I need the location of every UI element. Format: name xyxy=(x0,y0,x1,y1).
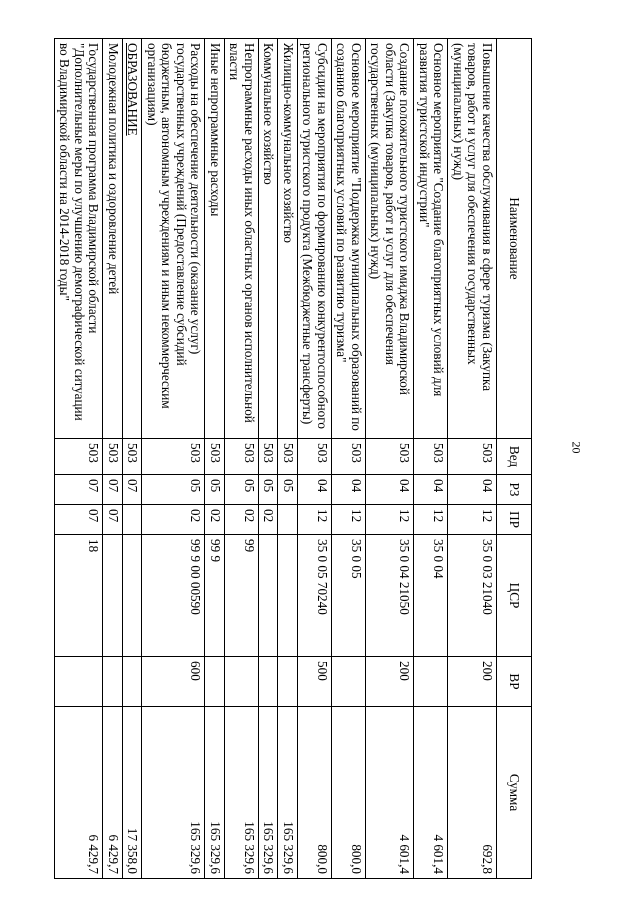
table-row xyxy=(259,39,279,879)
cell-rz: 04 xyxy=(448,475,497,505)
cell-pr: 02 xyxy=(259,505,279,535)
cell-sum: 800,0 xyxy=(298,707,332,879)
cell-ved: 503 xyxy=(123,439,143,475)
cell-ved: 503 xyxy=(225,439,259,475)
cell-ved: 503 xyxy=(414,439,448,475)
cell-name: Коммунальное хозяйство xyxy=(259,39,279,439)
cell-pr xyxy=(123,505,143,535)
cell-rz: 04 xyxy=(366,475,415,505)
cell-pr xyxy=(278,505,298,535)
cell-vr xyxy=(259,657,279,707)
cell-rz: 07 xyxy=(123,475,143,505)
table-row xyxy=(332,39,366,879)
cell-pr: 12 xyxy=(448,505,497,535)
cell-ved: 503 xyxy=(55,439,104,475)
table-row xyxy=(225,39,259,879)
cell-name: Повышение качества обслуживания в сфере туризма (Закупка товаров, работ и услуг для обеспечения государственных (муниципальных) нужд) xyxy=(448,39,497,439)
cell-ved: 503 xyxy=(278,439,298,475)
cell-ved: 503 xyxy=(332,439,366,475)
cell-sum: 165 329,6 xyxy=(259,707,279,879)
header-rz: РЗ xyxy=(497,475,532,505)
cell-sum: 6 429,7 xyxy=(55,707,104,879)
cell-sum: 165 329,6 xyxy=(142,707,205,879)
cell-name: Молодежная политика и оздоровление детей xyxy=(103,39,123,439)
header-pr: ПР xyxy=(497,505,532,535)
cell-ved: 503 xyxy=(298,439,332,475)
cell-ved: 503 xyxy=(366,439,415,475)
cell-pr: 02 xyxy=(142,505,205,535)
cell-rz: 05 xyxy=(225,475,259,505)
cell-csr xyxy=(123,535,143,657)
header-name: Наименование xyxy=(497,39,532,439)
cell-ved: 503 xyxy=(259,439,279,475)
header-vr: ВР xyxy=(497,657,532,707)
cell-sum: 165 329,6 xyxy=(278,707,298,879)
header-csr: ЦСР xyxy=(497,535,532,657)
cell-csr: 35 0 05 xyxy=(332,535,366,657)
cell-vr: 500 xyxy=(298,657,332,707)
cell-name: ОБРАЗОВАНИЕ xyxy=(123,39,143,439)
cell-csr: 35 0 03 21040 xyxy=(448,535,497,657)
cell-vr xyxy=(332,657,366,707)
cell-vr xyxy=(225,657,259,707)
cell-csr xyxy=(259,535,279,657)
table-row xyxy=(298,39,332,879)
cell-name: Расходы на обеспечение деятельности (оказание услуг) государственных учреждений (Предоставление субсидий бюджетным, автономным учреждениям и иным некоммерческим организациям) xyxy=(142,39,205,439)
cell-rz: 05 xyxy=(142,475,205,505)
cell-pr: 12 xyxy=(414,505,448,535)
cell-vr xyxy=(103,657,123,707)
cell-csr: 35 0 04 xyxy=(414,535,448,657)
cell-name: Основное мероприятие "Поддержка муниципальных образований по созданию благоприятных условий по развитию туризма" xyxy=(332,39,366,439)
cell-name: Создание положительного туристского имиджа Владимирской области (Закупка товаров, работ и услуг для обеспечения государственных (муниципальных) нужд) xyxy=(366,39,415,439)
header-ved: Вед xyxy=(497,439,532,475)
cell-rz: 07 xyxy=(55,475,104,505)
cell-rz: 05 xyxy=(205,475,225,505)
cell-sum: 165 329,6 xyxy=(225,707,259,879)
budget-table xyxy=(54,38,532,879)
cell-pr: 12 xyxy=(298,505,332,535)
table-row xyxy=(123,39,143,879)
cell-csr: 99 xyxy=(225,535,259,657)
table-row xyxy=(448,39,497,879)
cell-sum: 800,0 xyxy=(332,707,366,879)
table-row xyxy=(366,39,415,879)
cell-sum: 4 601,4 xyxy=(366,707,415,879)
cell-vr: 200 xyxy=(366,657,415,707)
cell-name: Жилищно-коммунальное хозяйство xyxy=(278,39,298,439)
cell-sum: 4 601,4 xyxy=(414,707,448,879)
cell-rz: 05 xyxy=(278,475,298,505)
cell-rz: 04 xyxy=(414,475,448,505)
cell-csr: 99 9 00 00590 xyxy=(142,535,205,657)
table-row xyxy=(142,39,205,879)
cell-pr: 12 xyxy=(366,505,415,535)
header-sum: Сумма xyxy=(497,707,532,879)
cell-rz: 05 xyxy=(259,475,279,505)
header-row xyxy=(497,39,532,879)
cell-name: Субсидии на мероприятия по формированию конкурентоспособного регионального туристского продукта (Межбюджетные трансферты) xyxy=(298,39,332,439)
cell-rz: 04 xyxy=(298,475,332,505)
cell-vr xyxy=(55,657,104,707)
cell-name: Основное мероприятие "Создание благоприятных условий для развития туристской индустрии" xyxy=(414,39,448,439)
cell-vr xyxy=(123,657,143,707)
cell-csr: 18 xyxy=(55,535,104,657)
cell-rz: 04 xyxy=(332,475,366,505)
cell-csr xyxy=(103,535,123,657)
table-row xyxy=(55,39,104,879)
page-number: 20 xyxy=(569,441,584,454)
table-row xyxy=(103,39,123,879)
rotated-page xyxy=(32,38,532,878)
table-row xyxy=(278,39,298,879)
cell-ved: 503 xyxy=(142,439,205,475)
cell-ved: 503 xyxy=(103,439,123,475)
cell-name: Государственная программа Владимирской области "Дополнительные меры по улучшению демографической ситуации во Владимирской области на 2014-2018 годы" xyxy=(55,39,104,439)
cell-vr xyxy=(278,657,298,707)
cell-sum: 6 429,7 xyxy=(103,707,123,879)
cell-pr: 02 xyxy=(225,505,259,535)
cell-name: Непрограммные расходы иных областных органов исполнительной власти xyxy=(225,39,259,439)
cell-vr xyxy=(205,657,225,707)
table-row xyxy=(414,39,448,879)
table-row xyxy=(205,39,225,879)
cell-ved: 503 xyxy=(205,439,225,475)
cell-pr: 12 xyxy=(332,505,366,535)
cell-sum: 17 358,0 xyxy=(123,707,143,879)
cell-vr: 600 xyxy=(142,657,205,707)
cell-csr: 35 0 04 21050 xyxy=(366,535,415,657)
cell-sum: 692,8 xyxy=(448,707,497,879)
cell-name: Иные непрограммные расходы xyxy=(205,39,225,439)
cell-csr xyxy=(278,535,298,657)
cell-rz: 07 xyxy=(103,475,123,505)
cell-pr: 07 xyxy=(55,505,104,535)
cell-vr xyxy=(414,657,448,707)
cell-csr: 35 0 05 70240 xyxy=(298,535,332,657)
cell-pr: 02 xyxy=(205,505,225,535)
cell-csr: 99 9 xyxy=(205,535,225,657)
cell-ved: 503 xyxy=(448,439,497,475)
cell-sum: 165 329,6 xyxy=(205,707,225,879)
cell-vr: 200 xyxy=(448,657,497,707)
cell-pr: 07 xyxy=(103,505,123,535)
